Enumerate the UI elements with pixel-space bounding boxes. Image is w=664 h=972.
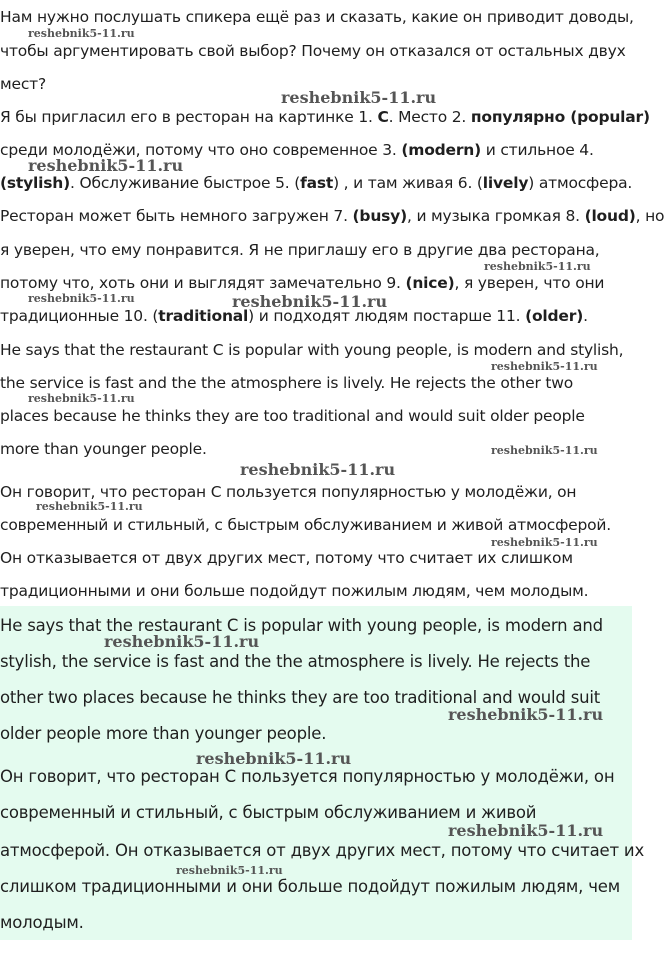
paragraph-line: Ресторан может быть немного загружен 7. (busy), и музыка громкая 8. (loud), но bbox=[0, 207, 664, 225]
watermark: reshebnik5-11.ru bbox=[196, 749, 352, 768]
watermark: reshebnik5-11.ru bbox=[484, 260, 591, 273]
watermark: reshebnik5-11.ru bbox=[28, 27, 135, 40]
watermark: reshebnik5-11.ru bbox=[448, 705, 604, 724]
watermark: reshebnik5-11.ru bbox=[28, 392, 135, 405]
watermark: reshebnik5-11.ru bbox=[491, 444, 598, 457]
paragraph-line: мест? bbox=[0, 75, 47, 93]
watermark: reshebnik5-11.ru bbox=[176, 864, 283, 877]
paragraph-line: чтобы аргументировать свой выбор? Почему он отказался от остальных двух bbox=[0, 42, 626, 60]
answer-line: Он говорит, что ресторан С пользуется популярностью у молодёжи, он bbox=[0, 767, 615, 786]
paragraph-line: He says that the restaurant C is popular with young people, is modern and stylish, bbox=[0, 341, 624, 359]
answer-line: stylish, the service is fast and the the atmosphere is lively. He rejects the bbox=[0, 652, 591, 671]
watermark: reshebnik5-11.ru bbox=[240, 460, 396, 479]
highlighted-answer-block bbox=[0, 606, 645, 940]
answer-line: слишком традиционными и они больше подойдут пожилым людям, чем bbox=[0, 877, 620, 896]
answer-line: современный и стильный, с быстрым обслуживанием и живой bbox=[0, 803, 537, 822]
watermark: reshebnik5-11.ru bbox=[36, 500, 143, 513]
watermark: reshebnik5-11.ru bbox=[491, 536, 598, 549]
paragraph-line: places because he thinks they are too traditional and would suit older people bbox=[0, 407, 585, 425]
paragraph-line: традиционные 10. (traditional) и подходят людям постарше 11. (older). bbox=[0, 307, 588, 325]
answer-line: He says that the restaurant C is popular with young people, is modern and bbox=[0, 616, 603, 635]
answer-line: молодым. bbox=[0, 913, 84, 932]
watermark: reshebnik5-11.ru bbox=[491, 360, 598, 373]
paragraph-line: Я бы пригласил его в ресторан на картинке 1. C. Место 2. популярно (popular) bbox=[0, 108, 650, 126]
watermark: reshebnik5-11.ru bbox=[28, 292, 135, 305]
watermark: reshebnik5-11.ru bbox=[104, 632, 260, 651]
paragraph-line: современный и стильный, с быстрым обслуживанием и живой атмосферой. bbox=[0, 516, 611, 534]
answer-line: атмосферой. Он отказывается от двух других мест, потому что считает их bbox=[0, 841, 645, 860]
paragraph-line: Он говорит, что ресторан С пользуется популярностью у молодёжи, он bbox=[0, 483, 577, 501]
paragraph-line: the service is fast and the the atmosphere is lively. He rejects the other two bbox=[0, 374, 574, 392]
paragraph-line: (stylish). Обслуживание быстрое 5. (fast) , и там живая 6. (lively) атмосфера. bbox=[0, 174, 633, 192]
paragraph-line: more than younger people. bbox=[0, 440, 207, 458]
answer-line: other two places because he thinks they are too traditional and would suit bbox=[0, 688, 601, 707]
watermark: reshebnik5-11.ru bbox=[448, 821, 604, 840]
paragraph-line: Нам нужно послушать спикера ещё раз и сказать, какие он приводит доводы, bbox=[0, 8, 634, 26]
paragraph-line: Он отказывается от двух других мест, потому что считает их слишком bbox=[0, 549, 573, 567]
watermark: reshebnik5-11.ru bbox=[281, 88, 437, 107]
watermark: reshebnik5-11.ru bbox=[232, 292, 388, 311]
paragraph-line: среди молодёжи, потому что оно современное 3. (modern) и стильное 4. bbox=[0, 141, 594, 159]
answer-line: older people more than younger people. bbox=[0, 724, 327, 743]
paragraph-line: традиционными и они больше подойдут пожилым людям, чем молодым. bbox=[0, 582, 589, 600]
paragraph-line: я уверен, что ему понравится. Я не приглашу его в другие два ресторана, bbox=[0, 241, 600, 259]
watermark: reshebnik5-11.ru bbox=[28, 156, 184, 175]
paragraph-line: потому что, хоть они и выглядят замечательно 9. (nice), я уверен, что они bbox=[0, 274, 605, 292]
